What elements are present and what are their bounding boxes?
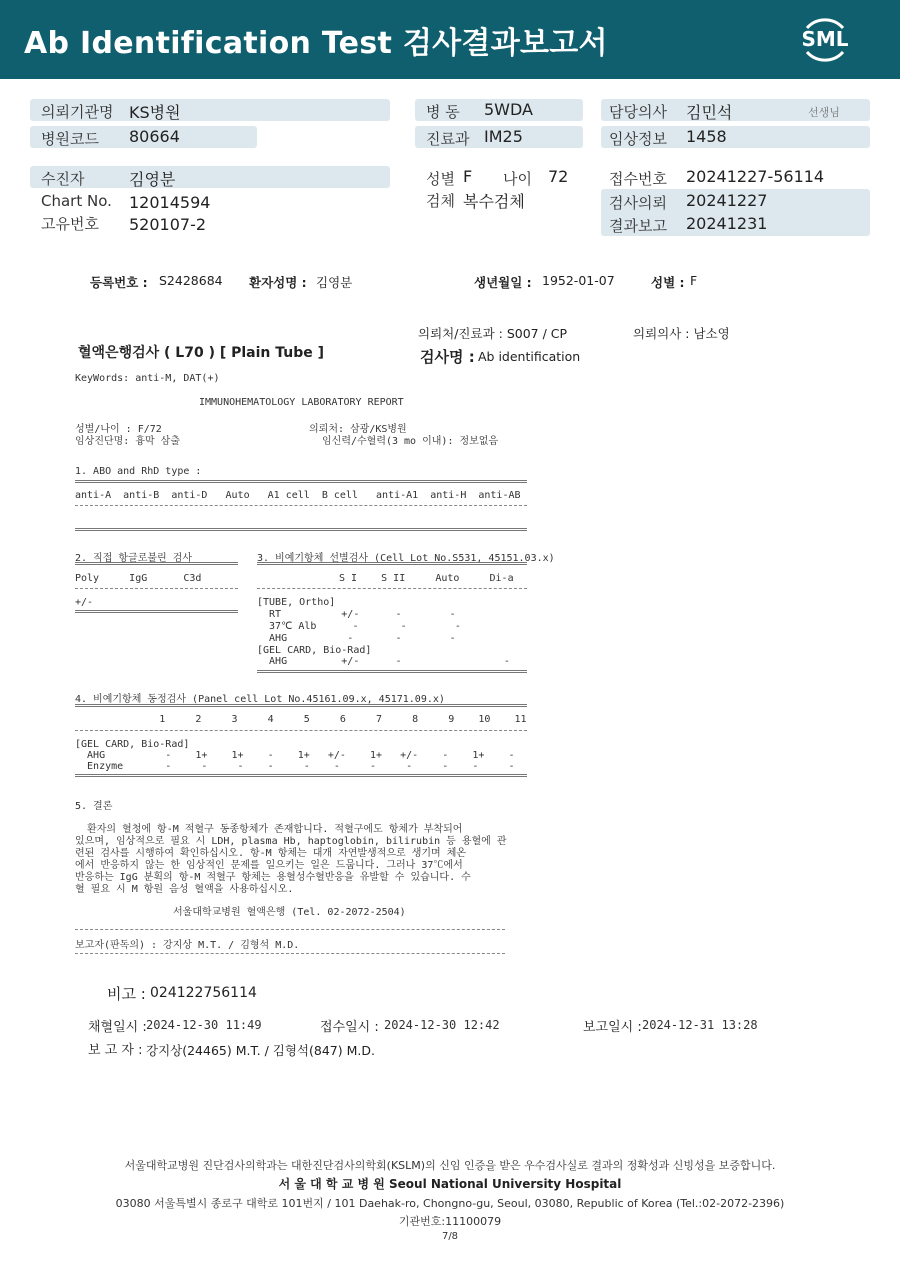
patient-label: 수진자 [41,170,85,188]
collect-value: 2024-12-30 11:49 [146,1018,262,1032]
birth-label: 생년월일 : [474,275,532,290]
conclusion-line: 련된 검사를 시행하여 확인하십시오. 항-M 항체는 대개 자연발생적으로 생기며 체온 [75,848,467,859]
reporter-rule-bottom [75,953,505,954]
sex-label: 성별 [426,170,455,188]
hospital-code-value: 80664 [129,127,180,146]
clinical-label: 임상정보 [609,130,667,148]
screen-title: 3. 비예기항체 선별검사 (Cell Lot No.S531, 45151.03.x) [257,553,555,564]
abo-title: 1. ABO and RhD type : [75,466,202,477]
conclusion-line: 에서 반응하지 않는 한 임상적인 문제를 일으키는 일은 드뭅니다. 그러나 37℃에서 [75,860,463,871]
unique-label: 고유번호 [41,215,99,233]
screen-rule-mid [257,588,527,589]
screen-row: RT +/- - - [257,609,456,620]
reporters-value: 강지상(24465) M.T. / 김형석(847) M.D. [146,1043,375,1058]
conclusion-line: 혈 필요 시 M 항원 음성 혈액을 사용하십시오. [75,884,294,895]
reg-label: 등록번호 : [90,275,148,290]
test-name-label: 검사명 : [420,348,475,366]
panel-row: Enzyme - - - - - - - - - - - [75,761,515,772]
reportdt-label: 보고일시 : [583,1020,642,1035]
reporter-rule-top [75,929,505,930]
dat-rule-mid [75,588,238,589]
screen-row: AHG - - - [257,633,456,644]
screen-header: S I S II Auto Di-a [339,573,514,584]
abo-rule-mid [75,505,527,506]
scan-sex-label: 성별 : [651,275,685,290]
screen-row: AHG +/- - - [257,656,510,667]
dept-label: 진료과 [426,130,470,148]
abo-rule-top [75,480,527,483]
screen-row: 37℃ Alb - - - [257,621,461,632]
footer-org-number: 기관번호:11100079 [398,1215,502,1228]
panel-rule-bottom [75,774,527,777]
req-dept: 의뢰처/진료과 : S007 / CP [418,326,568,341]
reporters-label: 보 고 자 : [88,1043,143,1058]
panel-rule-top [75,704,527,707]
report-header [0,0,900,79]
page-number: 7/8 [441,1231,459,1242]
reg-value: S2428684 [159,273,223,288]
birth-value: 1952-01-07 [542,273,615,288]
dat-header: Poly IgG C3d [75,573,202,584]
sml-logo [797,12,853,68]
institution-value: KS병원 [129,103,181,122]
pregnancy: 임신력/수혈력(3 mo 이내): 정보없음 [322,436,499,447]
scan-sex-value: F [690,273,698,288]
test-name-value: Ab identification [478,349,581,364]
screen-rule-bottom [257,670,527,673]
dat-rule-top [75,562,238,565]
age-value: 72 [548,167,569,186]
ward-value: 5WDA [484,100,533,119]
bloodbank-contact: 서울대학교병원 혈액은행 (Tel. 02-2072-2504) [173,907,406,918]
panel-title: 4. 비예기항체 동정검사 (Panel cell Lot No.45161.09.x, 45171.09.x) [75,694,445,705]
report-date-value: 20241231 [686,214,768,233]
panel-row: AHG - 1+ 1+ - 1+ +/- 1+ +/- - 1+ - [75,750,515,761]
req-doctor: 의뢰의사 : 남소영 [633,326,730,341]
doctor-value: 김민석 [686,103,733,122]
panel-rule-mid [75,730,527,731]
dat-title: 2. 직접 항글로불린 검사 [75,553,193,564]
conclusion-line: 있으며, 임상적으로 필요 시 LDH, plasma Hb, haptoglobin, bilirubin 등 용혈에 관 [75,836,507,847]
receipt-label: 접수번호 [609,170,667,188]
dat-rule-bottom [75,610,238,613]
accept-value: 2024-12-30 12:42 [384,1018,500,1032]
keywords: KeyWords: anti-M, DAT(+) [75,373,220,384]
abo-header: anti-A anti-B anti-D Auto A1 cell B cell anti-A1 anti-H anti-AB [75,490,521,501]
hospital-code-label: 병원코드 [41,130,99,148]
screen-row: [GEL CARD, Bio-Rad] [257,645,372,656]
chart-label: Chart No. [41,192,112,210]
specimen-value: 복수검체 [463,192,525,211]
dat-value: +/- [75,597,94,608]
accept-label: 접수일시 : [320,1020,379,1035]
age-label: 나이 [503,170,532,188]
report-date-label: 결과보고 [609,217,667,235]
ward-label: 병 동 [426,103,460,121]
patient-value: 김영분 [129,170,176,189]
receipt-value: 20241227-56114 [686,167,825,186]
dept-value: IM25 [484,127,523,146]
institution-label: 의뢰기관명 [41,103,114,121]
logo-text: SML [801,27,849,51]
report-title: Ab Identification Test 검사결과보고서 [24,26,608,61]
request-label: 검사의뢰 [609,194,667,212]
lab-title: IMMUNOHEMATOLOGY LABORATORY REPORT [199,397,404,408]
clinical-value: 1458 [686,127,727,146]
panel-row: [GEL CARD, Bio-Rad] [75,739,190,750]
sex-value: F [463,167,473,186]
reportdt-value: 2024-12-31 13:28 [642,1018,758,1032]
diagnosis: 임상진단명: 흉막 삼출 [75,436,181,447]
collect-label: 채혈일시 : [88,1020,147,1035]
panel-header: 1 2 3 4 5 6 7 8 9 10 11 [75,714,527,725]
specimen-label: 검체 [426,192,455,210]
doctor-label: 담당의사 [609,103,667,121]
request-value: 20241227 [686,191,768,210]
footer-certification: 서울대학교병원 진단검사의학과는 대한진단검사의학회(KSLM)의 신임 인증을 받은 우수검사실로 결과의 정확성과 신빙성을 보증합니다. [124,1159,776,1172]
chart-value: 12014594 [129,193,211,212]
footer-hospital: 서 울 대 학 교 병 원 Seoul National University Hospital [278,1177,622,1191]
doctor-suffix: 선생님 [808,106,840,119]
sex-age: 성별/나이 : F/72 [75,424,162,435]
screen-row: [TUBE, Ortho] [257,597,336,608]
conclusion-line: 환자의 혈청에 항-M 적혈구 동종항체가 존재합니다. 적혈구에도 항체가 부착되어 [75,824,463,835]
name-label: 환자성명 : [249,275,307,290]
reporter-line: 보고자(판독의) : 강지상 M.T. / 김형석 M.D. [75,940,300,951]
conclusion-title: 5. 결론 [75,801,113,812]
screen-rule-top [257,562,527,565]
name-value: 김영분 [316,275,353,290]
unique-value: 520107-2 [129,215,207,234]
test-title: 혈액은행검사 ( L70 ) [ Plain Tube ] [78,345,325,361]
abo-rule-bottom [75,528,527,531]
referral: 의뢰처: 삼광/KS병원 [309,424,407,435]
footer-address: 03080 서울특별시 종로구 대학로 101번지 / 101 Daehak-ro, Chongno-gu, Seoul, 03080, Republic of Korea (Tel.:02-2072-2396) [115,1197,785,1210]
note-label: 비고 : [107,985,146,1003]
note-value: 024122756114 [150,985,257,1001]
conclusion-line: 반응하는 IgG 분획의 항-M 적혈구 항체는 용혈성수혈반응을 유발할 수 있습니다. 수 [75,872,471,883]
